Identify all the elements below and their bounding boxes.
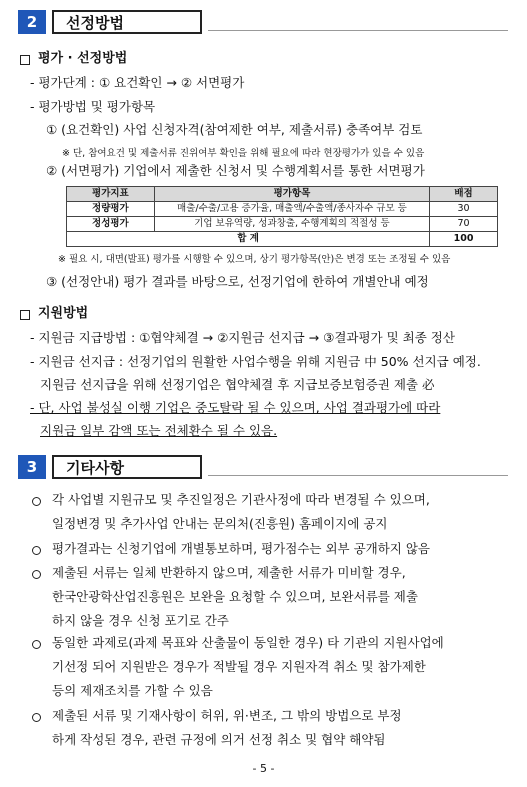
bullet-circle-icon	[32, 497, 41, 506]
subsection-heading: 평가 · 선정방법	[38, 51, 128, 66]
section-title: 선정방법	[52, 10, 202, 34]
text-line: 동일한 과제로(과제 목표와 산출물이 동일한 경우) 타 기관의 지원사업에	[52, 635, 444, 650]
table-header: 평가지표	[67, 187, 155, 202]
table-total-row	[67, 232, 498, 247]
table-cell: 매출/수출/고용 증가율, 매출액/수출액/종사자수 규모 등	[154, 202, 429, 217]
section-number: 3	[18, 455, 46, 479]
bullet-circle-icon	[32, 570, 41, 579]
table-header: 배점	[430, 187, 498, 202]
section-divider	[208, 30, 508, 31]
bullet-circle-icon	[32, 713, 41, 722]
text-line: - 평가방법 및 평가항목	[30, 99, 156, 114]
text-line: 기선정 되어 지원받은 경우가 적발될 경우 지원자격 취소 및 참가제한	[52, 659, 426, 674]
text-line: 지원금 선지급을 위해 선정기업은 협약체결 후 지급보증보험증권 제출 必	[40, 377, 435, 392]
text-line: 제출된 서류는 일체 반환하지 않으며, 제출한 서류가 미비할 경우,	[52, 565, 406, 580]
table-header-row	[67, 187, 498, 202]
section-divider	[208, 475, 508, 476]
note-line: ※ 단, 참여요건 및 제출서류 진위여부 확인을 위해 필요에 따라 현장평가가 있을 수 있음	[62, 148, 425, 159]
text-line: - 평가단계 : ① 요건확인 → ② 서면평가	[30, 75, 245, 90]
text-line: - 지원금 지급방법 : ①협약체결 → ②지원금 선지급 → ③결과평가 및 최종 정산	[30, 330, 455, 345]
section-number: 2	[18, 10, 46, 34]
table-row	[67, 217, 498, 232]
text-line: 하지 않을 경우 신청 포기로 간주	[52, 613, 229, 628]
section-3-header	[18, 455, 202, 479]
table-header: 평가항목	[154, 187, 429, 202]
text-line: ② (서면평가) 기업에서 제출한 신청서 및 수행계획서를 통한 서면평가	[46, 163, 425, 178]
table-cell: 100	[430, 232, 498, 247]
checkbox-square-icon	[20, 55, 30, 65]
section-2-header	[18, 10, 202, 34]
table-row	[67, 202, 498, 217]
page-number: - 5 -	[252, 762, 275, 775]
table-cell: 합 계	[67, 232, 430, 247]
text-line: 평가결과는 신청기업에 개별통보하며, 평가점수는 외부 공개하지 않음	[52, 541, 430, 556]
table-cell: 정성평가	[67, 217, 155, 232]
bullet-circle-icon	[32, 546, 41, 555]
table-cell: 정량평가	[67, 202, 155, 217]
bullet-circle-icon	[32, 640, 41, 649]
text-line: 한국안광학산업진흥원은 보완을 요청할 수 있으며, 보완서류를 제출	[52, 589, 418, 604]
section-title: 기타사항	[52, 455, 202, 479]
text-line: 제출된 서류 및 기재사항이 허위, 위·변조, 그 밖의 방법으로 부정	[52, 708, 402, 723]
text-line: - 단, 사업 불성실 이행 기업은 중도탈락 될 수 있으며, 사업 결과평가에 따라	[30, 400, 441, 415]
evaluation-table	[66, 186, 498, 247]
text-line: ① (요건확인) 사업 신청자격(참여제한 여부, 제출서류) 충족여부 검토	[46, 122, 423, 137]
checkbox-square-icon	[20, 310, 30, 320]
text-line: 등의 제재조치를 가할 수 있음	[52, 683, 213, 698]
text-line: ③ (선정안내) 평가 결과를 바탕으로, 선정기업에 한하여 개별안내 예정	[46, 274, 429, 289]
text-line: 일정변경 및 추가사업 안내는 문의처(진흥원) 홈페이지에 공지	[52, 516, 388, 531]
table-cell: 30	[430, 202, 498, 217]
table-cell: 70	[430, 217, 498, 232]
text-line: 하게 작성된 경우, 관련 규정에 의거 선정 취소 및 협약 해약됨	[52, 732, 386, 747]
text-line: - 지원금 선지급 : 선정기업의 원활한 사업수행을 위해 지원금 中 50% 선지급 예정.	[30, 354, 481, 369]
text-line: 각 사업별 지원규모 및 추진일정은 기관사정에 따라 변경될 수 있으며,	[52, 492, 430, 507]
text-line: 지원금 일부 감액 또는 전체환수 될 수 있음.	[40, 423, 278, 438]
note-line: ※ 필요 시, 대면(발표) 평가를 시행할 수 있으며, 상기 평가항목(안)은 변경 또는 조정될 수 있음	[58, 254, 451, 265]
subsection-heading: 지원방법	[38, 306, 89, 321]
table-cell: 기업 보유역량, 성과창출, 수행계획의 적절성 등	[154, 217, 429, 232]
